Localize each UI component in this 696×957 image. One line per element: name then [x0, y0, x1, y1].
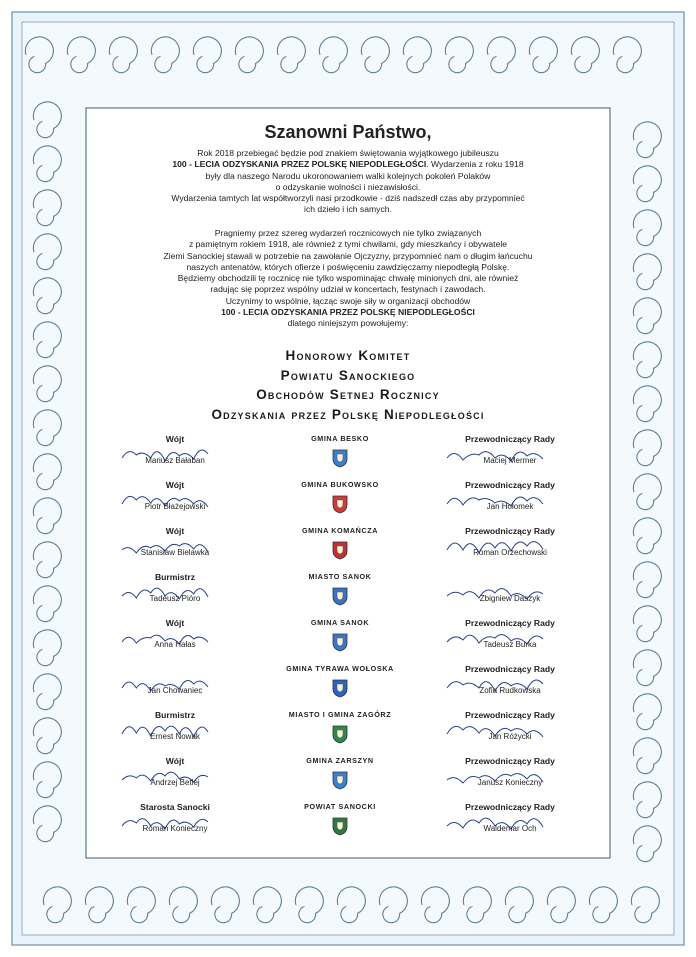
text-segment: Pragniemy przez szereg wydarzeń rocznicowych nie tylko związanych [214, 228, 482, 238]
text-segment: Uczynimy to wspólnie, łącząc swoje siły w organizacji obchodów [225, 295, 471, 306]
coat-of-arms-icon [332, 495, 348, 514]
chair-role [420, 572, 600, 582]
member-row [90, 618, 606, 664]
member-row [90, 664, 606, 710]
chair-role: Przewodniczący Rady [465, 480, 555, 490]
chair-role: Przewodniczący Rady [465, 664, 555, 674]
local-leader [100, 710, 250, 741]
local-leader [100, 802, 250, 833]
leader-name: Stanisław Bielawka [140, 548, 210, 557]
text-segment: Rok 2018 przebiegać będzie pod znakiem świętowania wyjątkowego jubileuszu [197, 148, 499, 158]
text-segment: z pamiętnym rokiem 1918, ale również z tymi chwilami, gdy mieszkańcy i obywatele [188, 239, 508, 250]
text-segment: Ziemi Sanockiej stawali w potrzebie na zawołanie Ojczyzny, przypomnieć nam o długim łańcuchu [163, 250, 533, 261]
municipality [265, 434, 415, 468]
leader-role [100, 664, 250, 674]
local-leader [100, 526, 250, 557]
leader-name: Jan Chowaniec [147, 686, 203, 695]
text-segment: o odzyskanie wolności i niezawisłości. [275, 181, 421, 192]
municipality [265, 664, 415, 698]
leader-role: Wójt [165, 756, 185, 766]
coat-of-arms-icon [332, 817, 348, 836]
coat-of-arms-icon [332, 541, 348, 560]
leader-name: Anna Hałas [154, 640, 196, 649]
text-segment: . Wydarzenia z roku 1918 [426, 159, 524, 170]
text-segment: dlatego niniejszym powołujemy: [287, 318, 409, 329]
emphasis-text: 100 - LECIA ODZYSKANIA PRZEZ POLSKĘ NIEPODLEGŁOŚCI [221, 307, 475, 318]
member-row [90, 480, 606, 526]
text-line [90, 193, 606, 204]
chair-role: Przewodniczący Rady [465, 618, 555, 628]
leader-role: Wójt [165, 526, 185, 536]
municipality-name: GMINA KOMAŃCZA [301, 526, 378, 535]
member-row [90, 572, 606, 618]
municipality [265, 756, 415, 790]
council-chair [420, 572, 600, 603]
coat-of-arms-icon [332, 633, 348, 652]
municipality [265, 480, 415, 514]
council-chair [420, 802, 600, 833]
member-row [90, 526, 606, 572]
council-chair [420, 664, 600, 695]
member-row [90, 710, 606, 756]
committee-heading [90, 346, 606, 424]
text-line [90, 228, 606, 239]
coat-of-arms-icon [332, 725, 348, 744]
chair-name: Zbigniew Daszyk [479, 594, 541, 603]
paragraph-jubilee [90, 148, 606, 216]
chair-name: Zofia Rudkowska [479, 686, 541, 695]
municipality-name: MIASTO I GMINA ZAGÓRZ [288, 710, 392, 719]
chair-name: Tadeusz Burka [483, 640, 537, 649]
municipality-name: MIASTO SANOK [308, 572, 372, 581]
council-chair [420, 480, 600, 511]
text-line [90, 318, 606, 329]
municipality-name: GMINA BESKO [311, 434, 369, 443]
council-chair [420, 434, 600, 465]
coat-of-arms-icon [332, 771, 348, 790]
local-leader [100, 434, 250, 465]
member-row [90, 756, 606, 802]
council-chair [420, 526, 600, 557]
salutation: Szanowni Państwo, [264, 122, 432, 142]
text-segment: Wydarzenia tamtych lat współtworzyli nasi przodkowie - dziś nadszedł czas aby przypomnieć [171, 193, 525, 204]
chair-name: Waldemar Och [483, 824, 537, 833]
municipality-name: POWIAT SANOCKI [304, 802, 376, 811]
text-line [90, 296, 606, 307]
member-row [90, 434, 606, 480]
chair-name: Janusz Konieczny [477, 778, 543, 787]
leader-name: Roman Konieczny [142, 824, 208, 833]
letter-content [90, 112, 606, 854]
local-leader [100, 480, 250, 511]
chair-role: Przewodniczący Rady [465, 802, 555, 812]
local-leader [100, 664, 250, 695]
leader-name: Piotr Błażejowski [144, 502, 206, 511]
text-segment: naszych antenatów, których ofierze i poświęceniu zawdzięczamy niepodległą Polskę. [186, 261, 510, 272]
leader-name: Ernest Nowak [150, 732, 200, 741]
committee-line-3: Obchodów Setnej Rocznicy [256, 387, 440, 402]
leader-role: Burmistrz [154, 572, 196, 582]
text-line [90, 273, 606, 284]
leader-name: Andrzej Betlej [150, 778, 200, 787]
text-line [90, 307, 606, 318]
local-leader [100, 618, 250, 649]
text-line [90, 284, 606, 295]
text-line [90, 239, 606, 250]
coat-of-arms-icon [332, 679, 348, 698]
chair-name: Roman Orzechowski [473, 548, 547, 557]
committee-line-1: Honorowy Komitet [285, 348, 411, 363]
council-chair [420, 710, 600, 741]
leader-role: Burmistrz [154, 710, 196, 720]
text-line [90, 148, 606, 159]
text-segment: radując się poprzez wspólny udział w koncertach, festynach i zawodach. [210, 284, 486, 295]
local-leader [100, 572, 250, 603]
chair-role: Przewodniczący Rady [465, 756, 555, 766]
coat-of-arms-icon [332, 449, 348, 468]
municipality-name: GMINA BUKOWSKO [301, 480, 379, 489]
text-segment: ich dzieło i ich samych. [304, 204, 392, 215]
leader-name: Tadeusz Pióro [149, 594, 201, 603]
text-line [90, 204, 606, 215]
committee-line-2: Powiatu Sanockiego [280, 367, 416, 383]
text-line [90, 262, 606, 273]
leader-role: Wójt [165, 434, 185, 444]
leader-name: Mariusz Bałaban [145, 456, 205, 465]
local-leader [100, 756, 250, 787]
council-chair [420, 618, 600, 649]
member-row [90, 802, 606, 848]
municipality-name: GMINA SANOK [310, 618, 370, 627]
text-line [90, 182, 606, 193]
municipality-name: GMINA TYRAWA WOŁOSKA [286, 664, 394, 673]
chair-role: Przewodniczący Rady [465, 434, 555, 444]
municipality [265, 572, 415, 606]
committee-line-4: Odzyskania przez Polskę Niepodległości [211, 406, 485, 422]
text-line [90, 171, 606, 182]
paragraph-celebration [90, 228, 606, 330]
leader-role: Wójt [165, 480, 185, 490]
chair-name: Jan Hołomek [486, 502, 534, 511]
municipality [265, 710, 415, 744]
emphasis-text: 100 - LECIA ODZYSKANIA PRZEZ POLSKĘ NIEPODLEGŁOŚCI [172, 159, 427, 170]
coat-of-arms-icon [332, 587, 348, 606]
municipality [265, 618, 415, 652]
chair-name: Maciej Mermer [483, 456, 537, 465]
text-line [90, 251, 606, 262]
chair-role: Przewodniczący Rady [465, 710, 555, 720]
municipality [265, 802, 415, 836]
leader-role: Starosta Sanocki [140, 802, 210, 812]
municipality-name: GMINA ZARSZYN [306, 756, 374, 765]
text-segment: Będziemy obchodzili tę rocznicę nie tylko wspominając chwałę minionych dni, ale również [177, 273, 519, 284]
council-chair [420, 756, 600, 787]
municipality [265, 526, 415, 560]
chair-role: Przewodniczący Rady [465, 526, 555, 536]
text-segment: były dla naszego Narodu ukoronowaniem walki kolejnych pokoleń Polaków [205, 170, 491, 181]
leader-role: Wójt [165, 618, 185, 628]
chair-name: Jan Różycki [488, 732, 532, 741]
text-line [90, 159, 606, 170]
